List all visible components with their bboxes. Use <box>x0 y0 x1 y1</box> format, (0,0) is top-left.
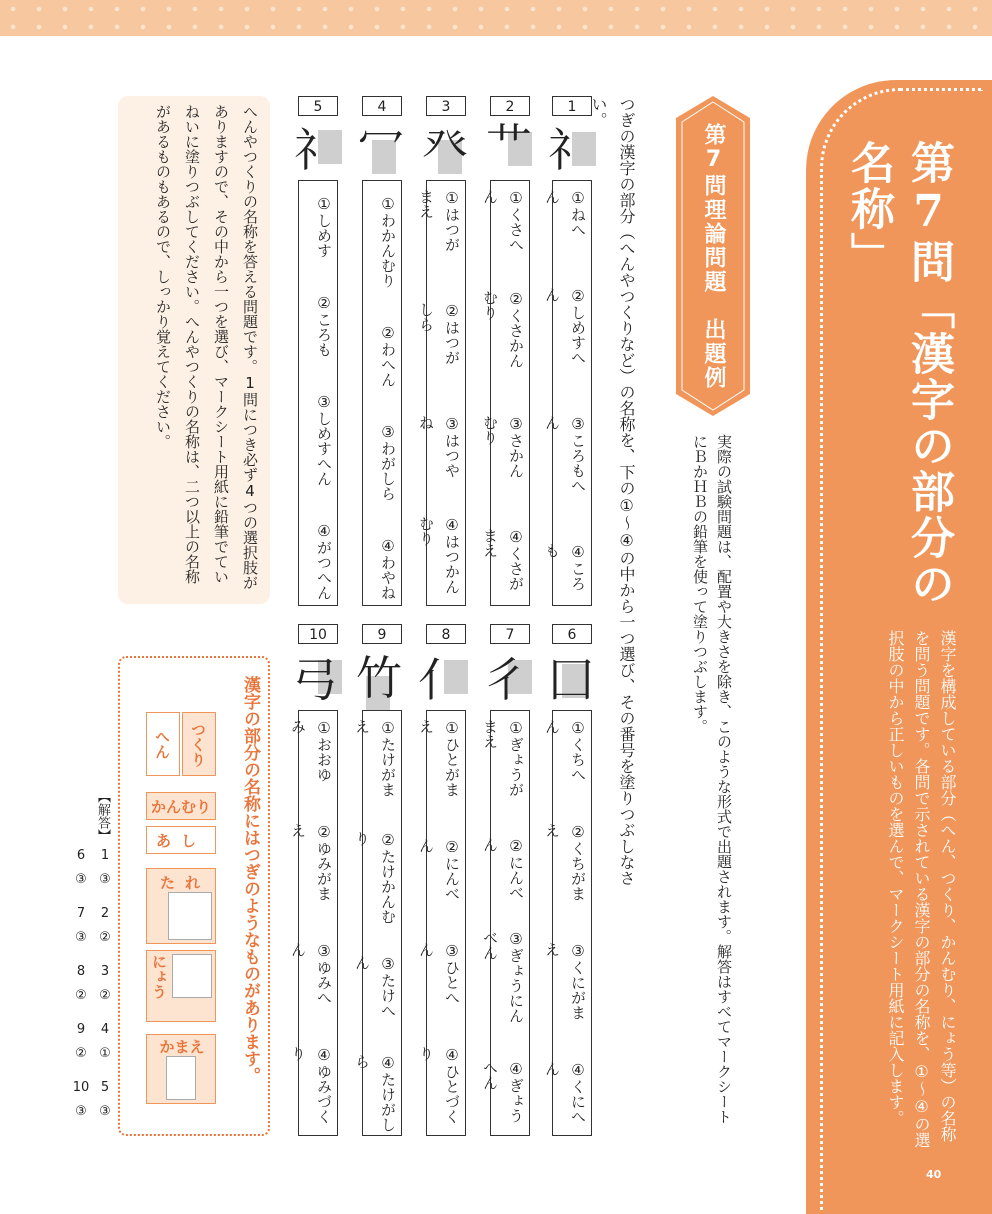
question-number: 2 <box>490 96 530 116</box>
answer-value: ② <box>75 988 87 1003</box>
choice[interactable]: ②くさかんむり <box>481 289 525 368</box>
page-number: 40 <box>926 1168 942 1181</box>
choice[interactable]: ④はつかんむり <box>417 515 461 594</box>
choice[interactable]: ①しめす <box>315 194 333 258</box>
parts-reference-title: 漢字の部分の名称にはつぎのようなものがあります。 <box>240 676 260 1084</box>
answer-value: ③ <box>99 1104 111 1119</box>
question-number: 10 <box>298 624 338 644</box>
choice[interactable]: ④ぎょうへん <box>481 1059 525 1123</box>
choice[interactable]: ①はつがまえ <box>417 189 461 252</box>
choice[interactable]: ③たけへん <box>353 955 397 1019</box>
answer-number: 4 <box>100 1022 110 1037</box>
choice-list <box>298 180 338 606</box>
tare-blank <box>168 892 212 940</box>
choice[interactable]: ④くにへん <box>543 1060 587 1124</box>
question-number: 9 <box>362 624 402 644</box>
question-number: 8 <box>426 624 466 644</box>
question-number: 4 <box>362 96 402 116</box>
question-number: 3 <box>426 96 466 116</box>
choice-list <box>362 180 402 606</box>
choice[interactable]: ①くさへん <box>481 189 525 252</box>
kanji-part: 礻 <box>294 123 340 177</box>
answer-value: ② <box>75 1046 87 1061</box>
chapter-description: 漢字を構成している部分（へん、つくり、かんむり、にょう等）の名称を問う問題です。各問で示されている漢字の部分の名称を、①～④の選択肢の中から正しいものを選んで、マークシート用紙に記入します。 <box>886 630 957 1148</box>
question-instruction: つぎの漢字の部分（へんやつくりなど）の名称を、下の①～④の中から一つ選び、その番号を塗りつぶしなさい。 <box>589 96 636 886</box>
tag-kamae: かまえ <box>159 1038 205 1056</box>
choice[interactable]: ④たけがしら <box>353 1053 397 1132</box>
choice[interactable]: ③ひとへん <box>417 942 461 1005</box>
choice[interactable]: ①ぎょうがまえ <box>481 719 525 797</box>
question-number: 6 <box>552 624 592 644</box>
tag-hen: へん <box>146 712 180 776</box>
choice[interactable]: ③はつやね <box>417 415 461 478</box>
choice[interactable]: ③ころもへん <box>543 415 587 493</box>
choice[interactable]: ④ころも <box>543 542 587 591</box>
choice[interactable]: ②わへん <box>379 323 397 387</box>
choice[interactable]: ②にんべん <box>417 837 461 901</box>
choice[interactable]: ①くちへん <box>543 719 587 782</box>
choice[interactable]: ②ゆみがまえ <box>289 823 333 902</box>
answer-value: ③ <box>75 872 87 887</box>
choice[interactable]: ①ねへん <box>543 189 587 237</box>
choice[interactable]: ②くちがまえ <box>543 823 587 902</box>
choice-list <box>481 180 530 606</box>
kanji-part: 囗 <box>548 653 594 707</box>
kanji-part: 彳 <box>482 653 528 707</box>
kanji-part: 冖 <box>358 115 404 169</box>
answer-value: ② <box>99 988 111 1003</box>
choice[interactable]: ①たけがまえ <box>353 719 397 797</box>
choice-list <box>543 710 592 1136</box>
answer-number: 7 <box>76 906 86 921</box>
choice[interactable]: ④くさがまえ <box>481 528 525 591</box>
choice-list <box>289 710 338 1136</box>
answer-number: 9 <box>76 1022 86 1037</box>
answer-number: 8 <box>76 964 86 979</box>
choice[interactable]: ③さかんむり <box>481 415 525 478</box>
kamae-blank <box>166 1056 196 1100</box>
tag-tare: たれ <box>160 874 211 892</box>
answer-number: 5 <box>100 1080 110 1095</box>
explanation-text: へんやつくりの名称を答える問題です。1問につき必ず4つの選択肢がありますので、その中から一つを選び、マークシート用紙に鉛筆でていねいに塗りつぶしてください。へんやつくりの名称は、二つ以上の名称があるものもあるので、しっかり覚えてください。 <box>154 104 259 590</box>
tag-kanmuri: かんむり <box>146 792 216 820</box>
kanji-part: 艹 <box>486 119 532 173</box>
answer-number: 2 <box>100 906 110 921</box>
nyou-blank <box>172 954 212 998</box>
kanji-part: 弓 <box>292 653 338 707</box>
choice[interactable]: ③くにがまえ <box>543 942 587 1020</box>
tag-tsukuri: つくり <box>182 712 216 776</box>
answer-number: 10 <box>72 1080 90 1095</box>
tag-ashi: あし <box>146 826 216 854</box>
kanji-part: 礻 <box>548 123 594 177</box>
answer-number: 3 <box>100 964 110 979</box>
chapter-title: 第7問「漢字の部分の名称」 <box>843 140 954 607</box>
choice-list <box>417 710 466 1136</box>
answer-value: ③ <box>75 930 87 945</box>
choice[interactable]: ③わがしら <box>379 422 397 501</box>
tag-nyou: にょう <box>150 954 168 999</box>
choice[interactable]: ①おおゆみ <box>289 719 333 782</box>
question-number: 5 <box>298 96 338 116</box>
choice[interactable]: ②たけかんむり <box>353 830 397 924</box>
answer-number: 6 <box>76 848 86 863</box>
choice[interactable]: ④ひとづくり <box>417 1046 461 1125</box>
choice[interactable]: ①わかんむり <box>379 194 397 288</box>
choice[interactable]: ③ゆみへん <box>289 942 333 1005</box>
choice[interactable]: ②ころも <box>315 293 333 357</box>
kanji-part: 亻 <box>418 653 464 707</box>
choice[interactable]: ④わやね <box>379 536 397 600</box>
choice[interactable]: ④ゆみづくり <box>289 1046 333 1125</box>
answer-number: 1 <box>100 848 110 863</box>
choice[interactable]: ②はつがしら <box>417 302 461 365</box>
choice-list <box>353 710 402 1136</box>
choice-list <box>481 710 530 1136</box>
answer-value: ② <box>99 930 111 945</box>
choice[interactable]: ③ぎょうにんべん <box>481 929 525 1023</box>
choice[interactable]: ①ひとがまえ <box>417 719 461 797</box>
answer-value: ③ <box>75 1104 87 1119</box>
question-number: 1 <box>552 96 592 116</box>
choice-list <box>543 180 592 606</box>
choice[interactable]: ②にんべん <box>481 836 525 900</box>
choice[interactable]: ④がつへん <box>315 521 333 600</box>
choice[interactable]: ③しめすへん <box>315 392 333 486</box>
section-label: 第7問理論問題 出題例 <box>701 122 726 390</box>
choice[interactable]: ②しめすへん <box>543 287 587 366</box>
question-number: 7 <box>490 624 530 644</box>
choice-list <box>417 180 466 606</box>
top-decorative-band <box>0 0 992 36</box>
answer-value: ① <box>99 1046 111 1061</box>
kanji-part: 竹 <box>356 651 402 705</box>
exam-format-note: 実際の試験問題は、配置や大きさを除き、このような形式で出題されます。解答はすべてマークシートにＢかＨＢの鉛筆を使って塗りつぶします。 <box>691 434 733 1124</box>
kanji-part: 癶 <box>422 119 468 173</box>
answer-key-header: 【解答】 <box>95 790 110 842</box>
answer-value: ③ <box>99 872 111 887</box>
